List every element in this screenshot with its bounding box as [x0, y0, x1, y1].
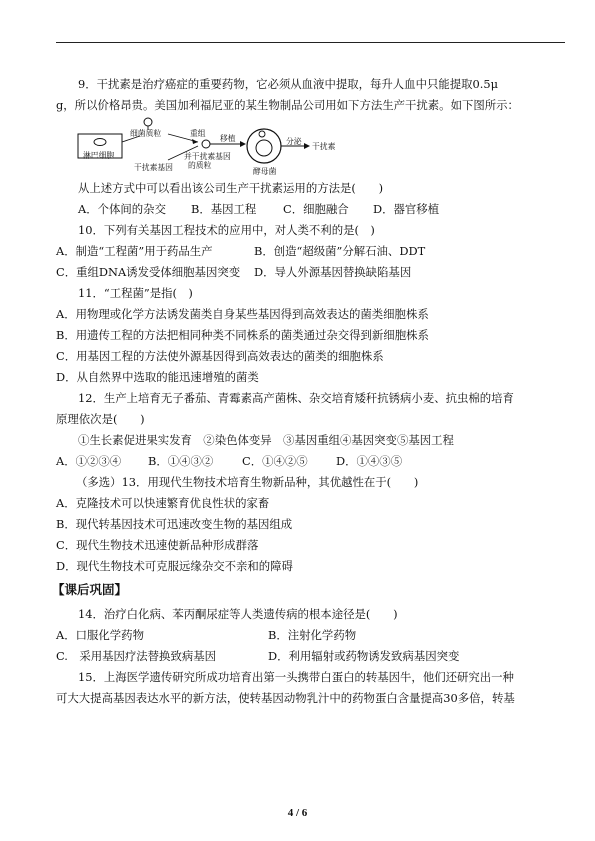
- q12-line2: 原理依次是( ): [56, 412, 145, 426]
- label-interferon-gene: 干扰素基因: [134, 163, 173, 172]
- q14-options-row2: [56, 646, 566, 667]
- q9-line1: 9．干扰素是治疗癌症的重要药物，它必须从血液中提取，每升人血中只能提取0.5μ: [78, 77, 499, 91]
- q15-line2: 可大大提高基因表达水平的新方法，使转基因动物乳汁中的药物蛋白含量提高30多倍，转基: [56, 691, 515, 705]
- label-transfer: 移植: [220, 134, 236, 143]
- label-plasmid: 细菌质粒: [130, 129, 162, 138]
- q10-option-a[interactable]: A．制造“工程菌”用于药品生产: [56, 244, 213, 258]
- page-content: [52, 74, 566, 709]
- label-yeast: 酵母菌: [253, 167, 277, 176]
- q15-line1: 15．上海医学遗传研究所成功培育出第一头携带白蛋白的转基因牛，他们还研究出一种: [78, 670, 514, 684]
- q11-option-d[interactable]: D．从自然界中选取的能迅速增殖的菌类: [56, 370, 259, 384]
- q12-choices: ①生长素促进果实发育 ②染色体变异 ③基因重组④基因突变⑤基因工程: [78, 433, 454, 447]
- q14-option-a[interactable]: A．口服化学药物: [56, 628, 144, 642]
- q14-option-b[interactable]: B．注射化学药物: [268, 628, 357, 642]
- q9-option-a[interactable]: A．个体间的杂交: [78, 202, 166, 216]
- q10-option-d[interactable]: D．导人外源基因替换缺陷基因: [254, 265, 412, 279]
- q13-option-c[interactable]: C．现代生物技术迅速使新品种形成群落: [56, 538, 259, 552]
- q11-question: 11．“工程菌”是指( ): [78, 286, 193, 300]
- q13-option-b[interactable]: B．现代转基因技术可迅速改变生物的基因组成: [56, 517, 293, 531]
- q12-line1: 12．生产上培育无子番茄、青霉素高产菌株、杂交培育矮秆抗锈病小麦、抗虫棉的培育: [78, 391, 514, 405]
- q9-options: [56, 199, 566, 220]
- label-secrete: 分泌: [286, 137, 302, 146]
- label-interferon-product: 干扰素: [312, 142, 336, 151]
- q13-option-d[interactable]: D．现代生物技术可克服远缘杂交不亲和的障碍: [56, 559, 293, 573]
- label-recombine: 重组: [190, 129, 206, 138]
- q12-option-b[interactable]: B．①④③②: [148, 454, 214, 468]
- label-lymphocyte: 淋巴细胞: [83, 151, 115, 160]
- q10-option-c[interactable]: C．重组DNA诱发受体细胞基因突变: [56, 265, 241, 279]
- q13-question: （多选）13．用现代生物技术培育生物新品种，其优越性在于( ): [76, 475, 419, 489]
- q10-options-row2: [56, 262, 566, 283]
- q14-question: 14．治疗白化病、苯丙酮尿症等人类遗传病的根本途径是( ): [78, 607, 398, 621]
- q14-options-row1: [56, 625, 566, 646]
- page-number: 4 / 6: [287, 807, 308, 819]
- q12-options: [56, 451, 566, 472]
- q10-option-b[interactable]: B．创造“超级菌”分解石油、DDT: [254, 244, 426, 258]
- q11-option-a[interactable]: A．用物理或化学方法诱发菌类自身某些基因得到高效表达的菌类细胞株系: [56, 307, 429, 321]
- q9-option-d[interactable]: D．器官移植: [373, 202, 440, 216]
- q14-option-c[interactable]: C. 采用基因疗法替换致病基因: [56, 649, 217, 663]
- label-combined-2: 的质粒: [188, 161, 212, 170]
- q10-options-row1: [56, 241, 566, 262]
- q9-line2: g，所以价格昂贵。美国加利福尼亚的某生物制品公司用如下方法生产干扰素。如下图所示：: [56, 98, 519, 112]
- q14-option-d[interactable]: D．利用辐射或药物诱发致病基因突变: [268, 649, 460, 663]
- label-combined-1: 并干扰素基因: [184, 152, 231, 161]
- q11-option-b[interactable]: B．用遗传工程的方法把相同种类不同株系的菌类通过杂交得到新细胞株系: [56, 328, 429, 342]
- q12-option-d[interactable]: D．①④③⑤: [336, 454, 403, 468]
- q11-option-c[interactable]: C．用基因工程的方法使外源基因得到高效表达的菌类的细胞株系: [56, 349, 384, 363]
- q9-question: 从上述方式中可以看出该公司生产干扰素运用的方法是( ): [78, 181, 384, 195]
- q10-question: 10．下列有关基因工程技术的应用中，对人类不利的是( ): [78, 223, 375, 237]
- q9-option-b[interactable]: B．基因工程: [191, 202, 257, 216]
- header-rule: [56, 42, 565, 43]
- q13-option-a[interactable]: A．克隆技术可以快速繁育优良性状的家畜: [56, 496, 270, 510]
- q9-option-c[interactable]: C．细胞融合: [283, 202, 349, 216]
- q12-option-c[interactable]: C．①④②⑤: [242, 454, 308, 468]
- section-heading: 【课后巩固】: [52, 582, 128, 597]
- interferon-production-diagram: [76, 116, 376, 178]
- q12-option-a[interactable]: A．①②③④: [56, 454, 122, 468]
